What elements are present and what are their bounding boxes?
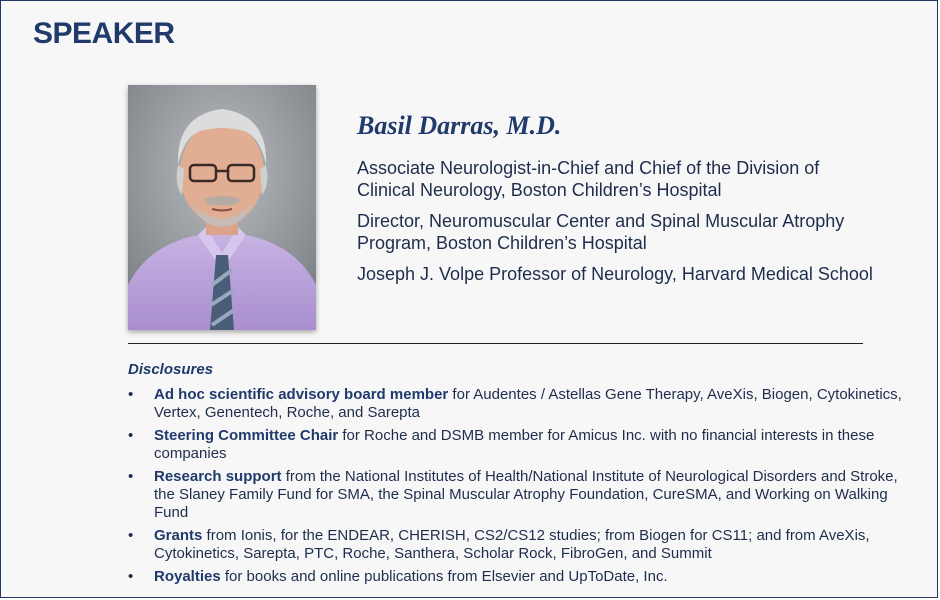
list-item [128,527,918,563]
disclosure-label: Ad hoc scientific advisory board member [154,386,449,403]
disclosure-label: Grants [154,527,203,544]
speaker-role: Joseph J. Volpe Professor of Neurology, Harvard Medical School [357,264,873,284]
disclosure-text: for Roche and DSMB member for Amicus Inc. with no financial interests in these companies [154,427,875,462]
list-item [128,427,918,463]
speaker-role: Associate Neurologist-in-Chief and Chief of the Division of Clinical Neurology, Boston Children’s Hospital [357,158,820,200]
disclosure-label: Research support [154,468,282,485]
bullet-icon: • [128,427,134,444]
speaker-name: Basil Darras, M.D. [357,111,562,140]
bullet-icon: • [128,386,134,403]
list-item [128,386,918,422]
bullet-icon: • [128,527,134,544]
disclosure-label: Royalties [154,568,221,585]
speaker-role: Director, Neuromuscular Center and Spinal Muscular Atrophy Program, Boston Children’s Hospital [357,211,845,253]
slide-title: SPEAKER [33,17,175,50]
disclosure-label: Steering Committee Chair [154,427,339,444]
list-item [128,468,918,522]
list-item [128,568,918,586]
bullet-icon: • [128,468,134,485]
section-divider [128,343,863,344]
disclosure-text: from Ionis, for the ENDEAR, CHERISH, CS2/CS12 studies; from Biogen for CS11; and from AveXis, Cytokinetics, Sarepta, PTC, Roche, Santhera, Scholar Rock, FibroGen, and Summit [154,527,870,562]
disclosure-text: for books and online publications from Elsevier and UpToDate, Inc. [220,568,668,585]
disclosures-heading: Disclosures [128,361,214,378]
disclosure-text: from the National Institutes of Health/National Institute of Neurological Disorders and Stroke, the Slaney Family Fund for SMA, the Spinal Muscular Atrophy Foundation, CureSMA, and Working on Walking Fund [154,468,898,521]
speaker-photo [128,85,316,330]
disclosure-text: for Audentes / Astellas Gene Therapy, AveXis, Biogen, Cytokinetics, Vertex, Genentech, Roche, and Sarepta [154,386,902,421]
disclosures-list [128,386,918,591]
speaker-roles [357,157,877,294]
bullet-icon: • [128,568,134,585]
